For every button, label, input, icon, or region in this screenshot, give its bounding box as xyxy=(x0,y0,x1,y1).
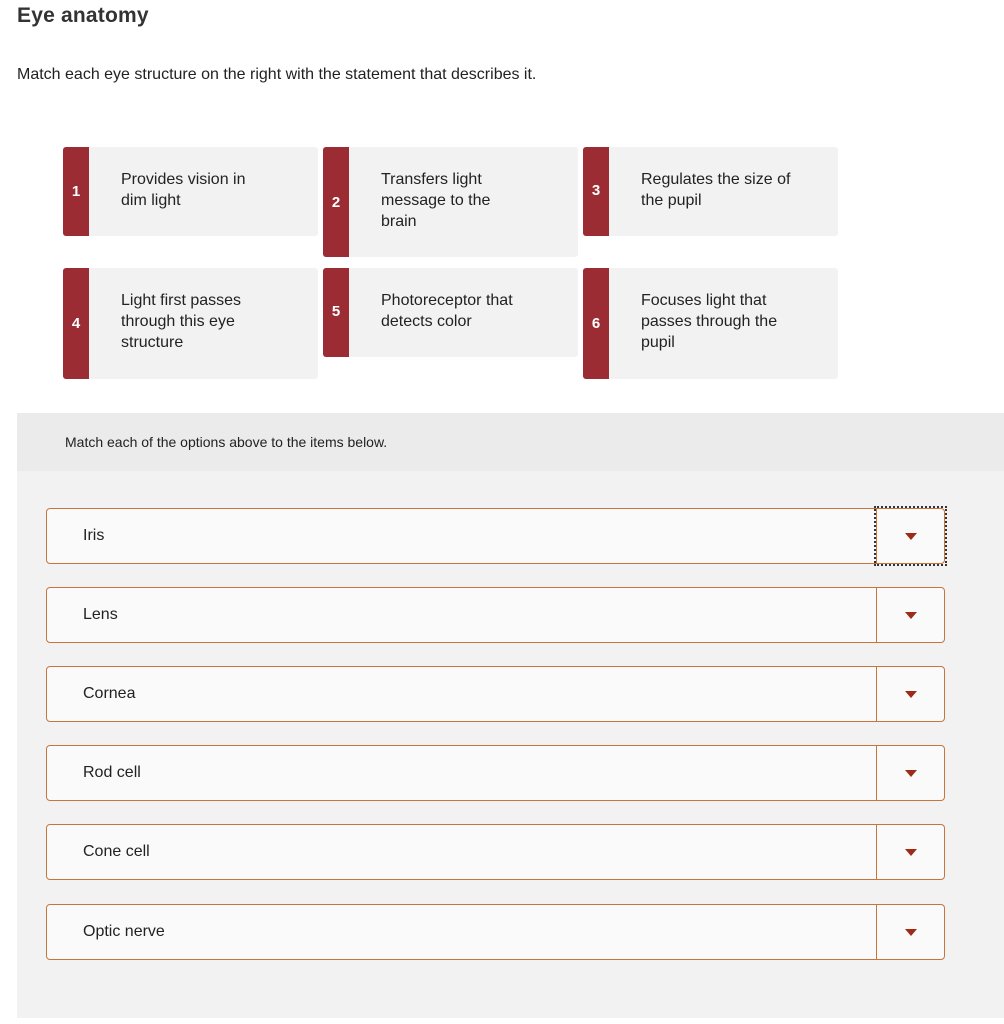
answer-dropdown[interactable] xyxy=(876,588,944,642)
match-panel xyxy=(17,413,1004,1018)
card-number-badge: 5 xyxy=(323,268,349,357)
chevron-down-icon xyxy=(905,849,917,856)
match-row-optic-nerve xyxy=(46,904,945,960)
match-row-iris xyxy=(46,508,945,564)
statement-card-5[interactable] xyxy=(323,268,578,357)
match-row-cornea xyxy=(46,666,945,722)
row-label: Lens xyxy=(83,606,118,623)
row-label: Cornea xyxy=(83,685,136,702)
match-header: Match each of the options above to the items below. xyxy=(17,413,1004,471)
statement-card-1[interactable] xyxy=(63,147,318,236)
answer-dropdown[interactable] xyxy=(876,905,944,959)
statement-card-2[interactable] xyxy=(323,147,578,257)
card-number-badge: 2 xyxy=(323,147,349,257)
answer-dropdown[interactable] xyxy=(876,746,944,800)
match-row-lens xyxy=(46,587,945,643)
card-text: Regulates the size of the pupil xyxy=(641,171,791,209)
card-number-badge: 1 xyxy=(63,147,89,236)
answer-dropdown[interactable] xyxy=(876,509,944,563)
row-label: Optic nerve xyxy=(83,923,165,940)
row-label: Rod cell xyxy=(83,764,141,781)
chevron-down-icon xyxy=(905,612,917,619)
card-text: Photoreceptor that detects color xyxy=(381,292,513,330)
match-row-cone-cell xyxy=(46,824,945,880)
card-number-badge: 6 xyxy=(583,268,609,379)
card-number-badge: 4 xyxy=(63,268,89,379)
card-text: Light first passes through this eye structure xyxy=(121,292,242,351)
chevron-down-icon xyxy=(905,533,917,540)
card-text: Provides vision in dim light xyxy=(121,171,246,209)
card-text: Focuses light that passes through the pupil xyxy=(641,292,778,351)
row-label: Iris xyxy=(83,527,105,544)
row-label: Cone cell xyxy=(83,843,150,860)
card-number-badge: 3 xyxy=(583,147,609,236)
statement-card-3[interactable] xyxy=(583,147,838,236)
statement-card-6[interactable] xyxy=(583,268,838,379)
page-title: Eye anatomy xyxy=(17,4,149,27)
chevron-down-icon xyxy=(905,929,917,936)
match-row-rod-cell xyxy=(46,745,945,801)
chevron-down-icon xyxy=(905,691,917,698)
card-text: Transfers light message to the brain xyxy=(381,171,491,230)
chevron-down-icon xyxy=(905,770,917,777)
instructions: Match each eye structure on the right with the statement that describes it. xyxy=(17,66,537,83)
answer-dropdown[interactable] xyxy=(876,667,944,721)
statement-card-4[interactable] xyxy=(63,268,318,379)
answer-dropdown[interactable] xyxy=(876,825,944,879)
